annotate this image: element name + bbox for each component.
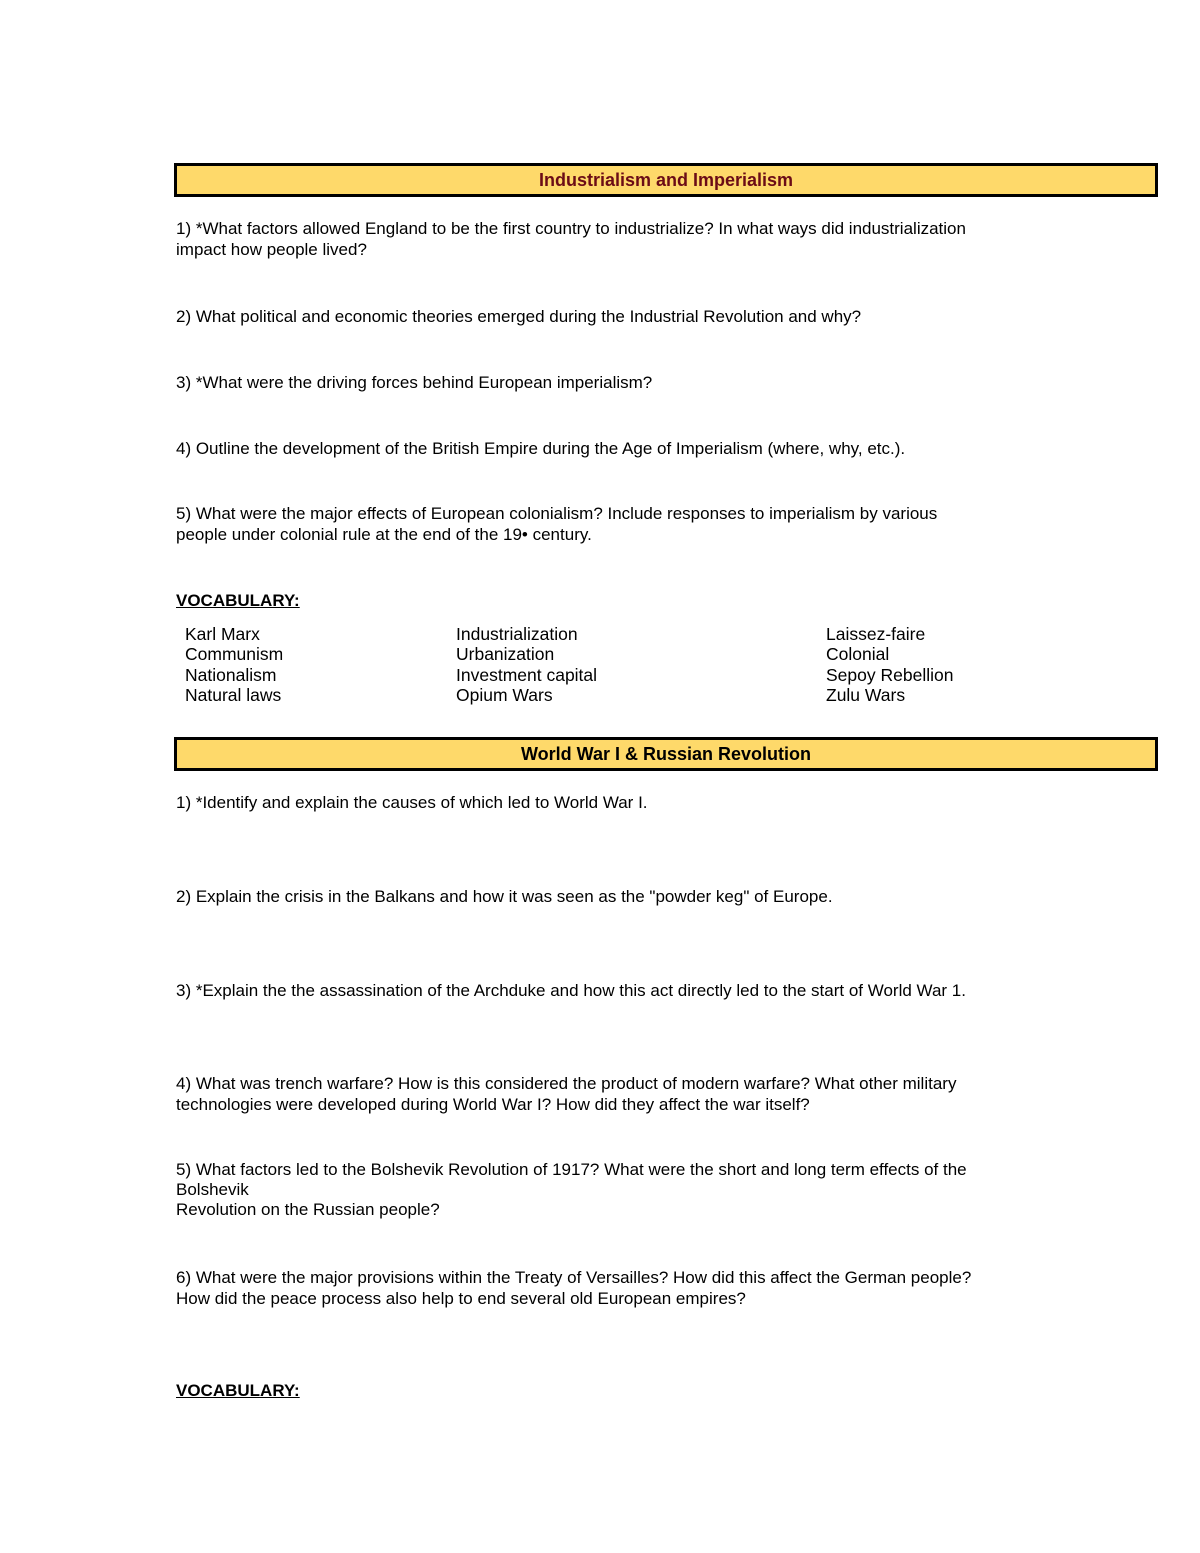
vocab-term: Zulu Wars [826,684,906,705]
vocab-term: Investment capital [456,664,598,685]
vocabulary-heading: VOCABULARY: [176,591,300,610]
vocab-term: Nationalism [185,664,277,685]
vocab-term: Urbanization [456,644,555,665]
question-5: 5) What were the major effects of European colonialism? Include responses to imperialism by various people under colonial rule at the end of the 19• century. [176,504,938,544]
vocab-column-2 [456,624,597,705]
question-4: 4) Outline the development of the British Empire during the Age of Imperialism (where, why, etc.). [176,439,906,458]
question-3: 3) *Explain the the assassination of the Archduke and how this act directly led to the start of World War 1. [176,981,966,1000]
section-header-wwi [174,737,1158,771]
question-5: 5) What factors led to the Bolshevik Revolution of 1917? What were the short and long term effects of the Bolshevik Revolution on the Russian people? [176,1160,967,1219]
question-2: 2) What political and economic theories emerged during the Industrial Revolution and why? [176,307,862,326]
vocab-term: Karl Marx [185,624,260,644]
section-title: World War I & Russian Revolution [520,743,812,764]
question-1: 1) *What factors allowed England to be the first country to industrialize? In what ways did industrialization impact how people lived? [176,219,966,259]
section-header-industrialism [174,163,1158,197]
question-4: 4) What was trench warfare? How is this considered the product of modern warfare? What other military technologies were developed during World War I? How did they affect the war itself? [176,1074,957,1114]
question-6: 6) What were the major provisions within the Treaty of Versailles? How did this affect the German people? How did the peace process also help to end several old European empires? [176,1268,972,1308]
question-2: 2) Explain the crisis in the Balkans and how it was seen as the "powder keg" of Europe. [176,887,833,906]
vocab-term: Natural laws [185,684,282,705]
vocab-column-3 [826,624,953,705]
section-title: Industrialism and Imperialism [538,169,794,190]
vocab-term: Colonial [826,644,890,665]
vocab-column-1 [185,624,283,705]
vocabulary-heading: VOCABULARY: [176,1381,300,1400]
question-1: 1) *Identify and explain the causes of which led to World War I. [176,793,648,812]
vocab-term: Communism [185,644,284,665]
vocab-term: Laissez-faire [826,624,926,644]
vocab-term: Sepoy Rebellion [826,664,954,685]
question-3: 3) *What were the driving forces behind European imperialism? [176,373,653,392]
vocab-term: Opium Wars [456,684,553,705]
vocab-term: Industrialization [456,624,578,644]
